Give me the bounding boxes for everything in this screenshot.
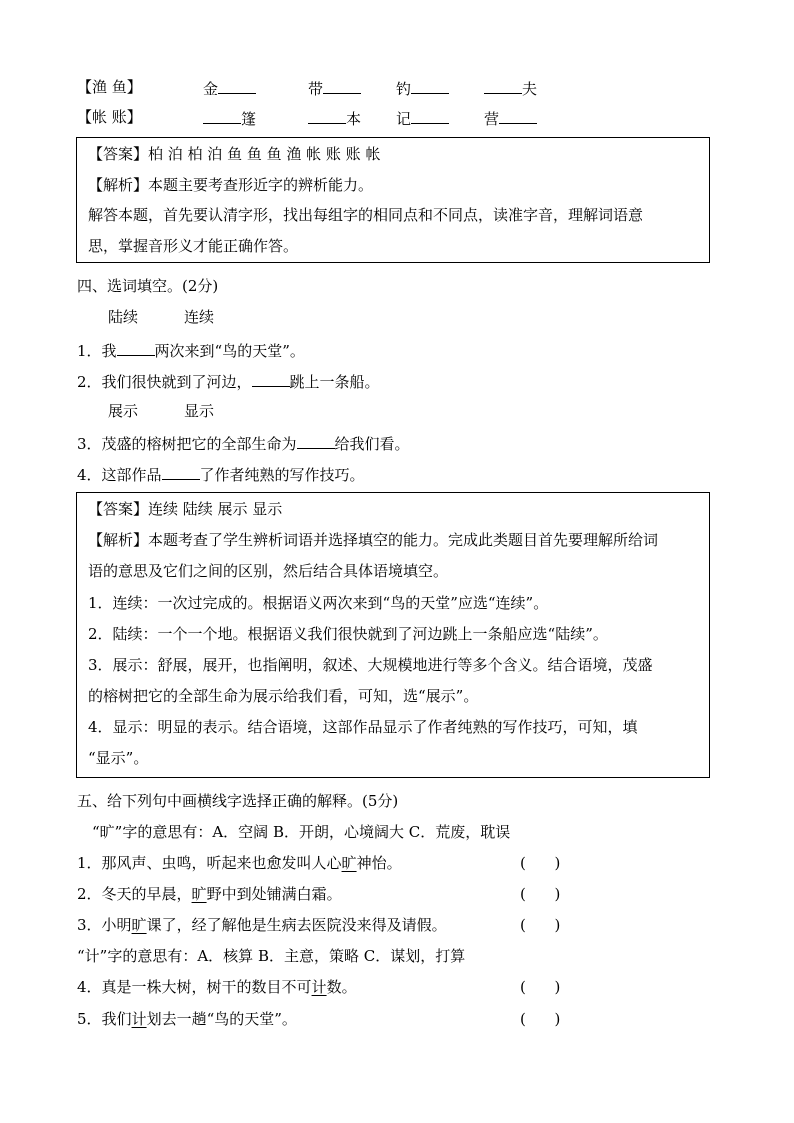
answer-paren[interactable]: ( )	[520, 885, 561, 903]
section-title-5: 五、给下列句中画横线字选择正确的解释。(5分)	[77, 792, 399, 810]
answer-line: 【答案】柏 泊 柏 泊 鱼 鱼 鱼 渔 帐 账 账 帐	[88, 145, 381, 163]
question-line: 5．我们计划去一趟“鸟的天堂”。	[77, 1010, 297, 1028]
fill-item: 金	[203, 77, 256, 99]
analysis-line: 【解析】本题考查了学生辨析词语并选择填空的能力。完成此类题目首先要理解所给词	[88, 531, 659, 549]
question-line: 1．那风声、虫鸣，听起来也愈发叫人心旷神怡。	[77, 854, 402, 872]
analysis-line: 语的意思及它们之间的区别，然后结合具体语境填空。	[88, 562, 449, 580]
group-label-yu: 【渔 鱼】	[77, 78, 142, 96]
fill-item: 带	[308, 77, 361, 99]
question-line: 2．我们很快就到了河边， 跳上一条船。	[77, 370, 380, 392]
fill-item: 钓	[396, 77, 449, 99]
analysis-line: 2．陆续：一个一个地。根据语义我们很快就到了河边跳上一条船应选“陆续”。	[88, 625, 608, 643]
question-line: 3．小明旷课了，经了解他是生病去医院没来得及请假。	[77, 916, 447, 934]
analysis-line: 的榕树把它的全部生命为展示给我们看，可知，选“展示”。	[88, 687, 479, 705]
answer-paren[interactable]: ( )	[520, 978, 561, 996]
word-choice: 陆续 连续	[108, 308, 215, 326]
meaning-line: “计”字的意思有：A．核算 B．主意，策略 C．谋划，打算	[77, 947, 466, 965]
group-label-zhang: 【帐 账】	[77, 108, 142, 126]
fill-item: 本	[308, 107, 361, 129]
question-line: 3．茂盛的榕树把它的全部生命为 给我们看。	[77, 432, 410, 454]
fill-item: 夫	[484, 77, 537, 99]
answer-paren[interactable]: ( )	[520, 916, 561, 934]
fill-item: 记	[396, 107, 449, 129]
section-title-4: 四、选词填空。(2分)	[77, 277, 219, 295]
fill-item: 营	[484, 107, 537, 129]
fill-item: 篷	[203, 107, 256, 129]
answer-paren[interactable]: ( )	[520, 854, 561, 872]
analysis-line: 思，掌握音形义才能正确作答。	[88, 237, 299, 255]
question-line: 2．冬天的早晨，旷野中到处铺满白霜。	[77, 885, 342, 903]
answer-line: 【答案】连续 陆续 展示 显示	[88, 500, 283, 518]
answer-paren[interactable]: ( )	[520, 1010, 561, 1028]
meaning-line: “旷”字的意思有：A．空阔 B．开朗，心境阔大 C．荒废，耽误	[92, 823, 511, 841]
question-line: 4．这部作品 了作者纯熟的写作技巧。	[77, 463, 365, 485]
analysis-line: 1．连续：一次过完成的。根据语义两次来到“鸟的天堂”应选“连续”。	[88, 594, 549, 612]
question-line: 1．我 两次来到“鸟的天堂”。	[77, 339, 305, 361]
analysis-line: “显示”。	[88, 749, 149, 767]
word-choice: 展示 显示	[108, 402, 215, 420]
analysis-line: 4．显示：明显的表示。结合语境，这部作品显示了作者纯熟的写作技巧，可知，填	[88, 718, 638, 736]
analysis-line: 【解析】本题主要考查形近字的辨析能力。	[88, 176, 374, 194]
analysis-line: 3．展示：舒展，展开，也指阐明，叙述、大规模地进行等多个含义。结合语境，茂盛	[88, 656, 653, 674]
question-line: 4．真是一株大树，树干的数目不可计数。	[77, 978, 357, 996]
analysis-line: 解答本题，首先要认清字形，找出每组字的相同点和不同点，读准字音，理解词语意	[88, 206, 644, 224]
